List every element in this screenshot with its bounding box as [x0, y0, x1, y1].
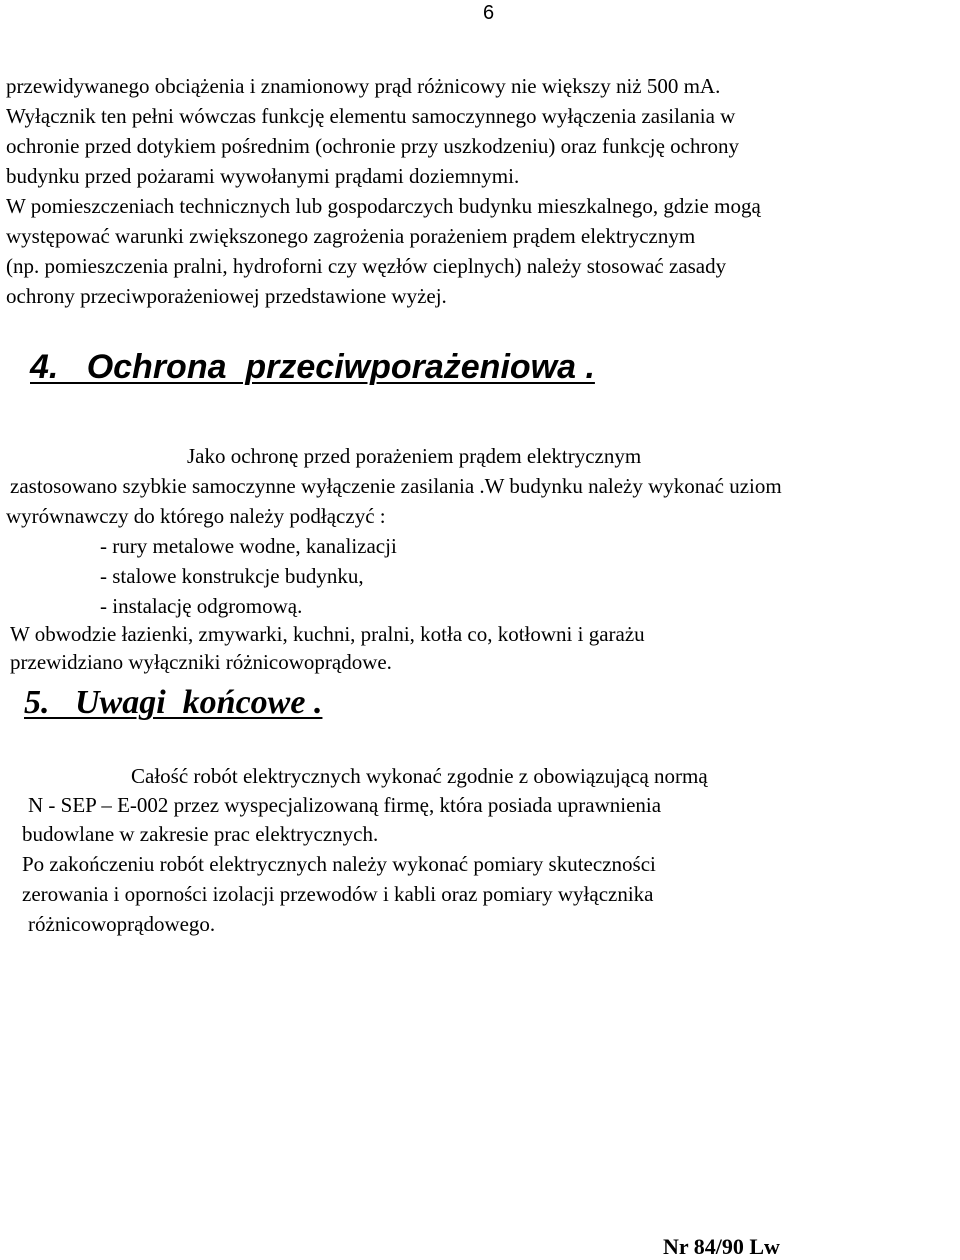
list-item: - stalowe konstrukcje budynku, [100, 564, 364, 588]
paragraph-line: występować warunki zwiększonego zagrożenia porażeniem prądem elektrycznym [6, 224, 696, 248]
page-number: 6 [483, 2, 495, 24]
paragraph-line: Jako ochronę przed porażeniem prądem elektrycznym [187, 444, 642, 468]
paragraph-line: zerowania i oporności izolacji przewodów i kabli oraz pomiary wyłącznika [22, 882, 654, 906]
paragraph-line: budynku przed pożarami wywołanymi prądami doziemnymi. [6, 164, 520, 188]
paragraph-line: różnicowoprądowego. [28, 912, 216, 936]
paragraph-line: przewidywanego obciążenia i znamionowy prąd różnicowy nie większy niż 500 mA. [6, 74, 721, 98]
paragraph-line: W obwodzie łazienki, zmywarki, kuchni, pralni, kotła co, kotłowni i garażu [10, 622, 645, 646]
paragraph-line: Po zakończeniu robót elektrycznych należy wykonać pomiary skuteczności [22, 852, 656, 876]
paragraph-line: wyrównawczy do którego należy podłączyć : [6, 504, 386, 528]
paragraph-line: zastosowano szybkie samoczynne wyłączenie zasilania .W budynku należy wykonać uziom [10, 474, 782, 498]
paragraph-line: ochrony przeciwporażeniowej przedstawione wyżej. [6, 284, 447, 308]
paragraph-line: N - SEP – E-002 przez wyspecjalizowaną firmę, która posiada uprawnienia [28, 793, 662, 817]
document-number: Nr 84/90 Lw [663, 1234, 780, 1259]
list-item: - rury metalowe wodne, kanalizacji [100, 534, 397, 558]
section-4-heading: 4. Ochrona przeciwporażeniowa . [30, 348, 595, 386]
paragraph-line: przewidziano wyłączniki różnicowoprądowe. [10, 650, 392, 674]
section-5-heading: 5. Uwagi końcowe . [24, 684, 323, 721]
list-item: - instalację odgromową. [100, 594, 303, 618]
paragraph-line: Wyłącznik ten pełni wówczas funkcję elementu samoczynnego wyłączenia zasilania w [6, 104, 736, 128]
paragraph-line: budowlane w zakresie prac elektrycznych. [22, 822, 379, 846]
paragraph-line: (np. pomieszczenia pralni, hydroforni czy węzłów cieplnych) należy stosować zasady [6, 254, 727, 278]
paragraph-line: W pomieszczeniach technicznych lub gospodarczych budynku mieszkalnego, gdzie mogą [6, 194, 761, 218]
paragraph-line: Całość robót elektrycznych wykonać zgodnie z obowiązującą normą [131, 764, 708, 788]
paragraph-line: ochronie przed dotykiem pośrednim (ochronie przy uszkodzeniu) oraz funkcję ochrony [6, 134, 739, 158]
